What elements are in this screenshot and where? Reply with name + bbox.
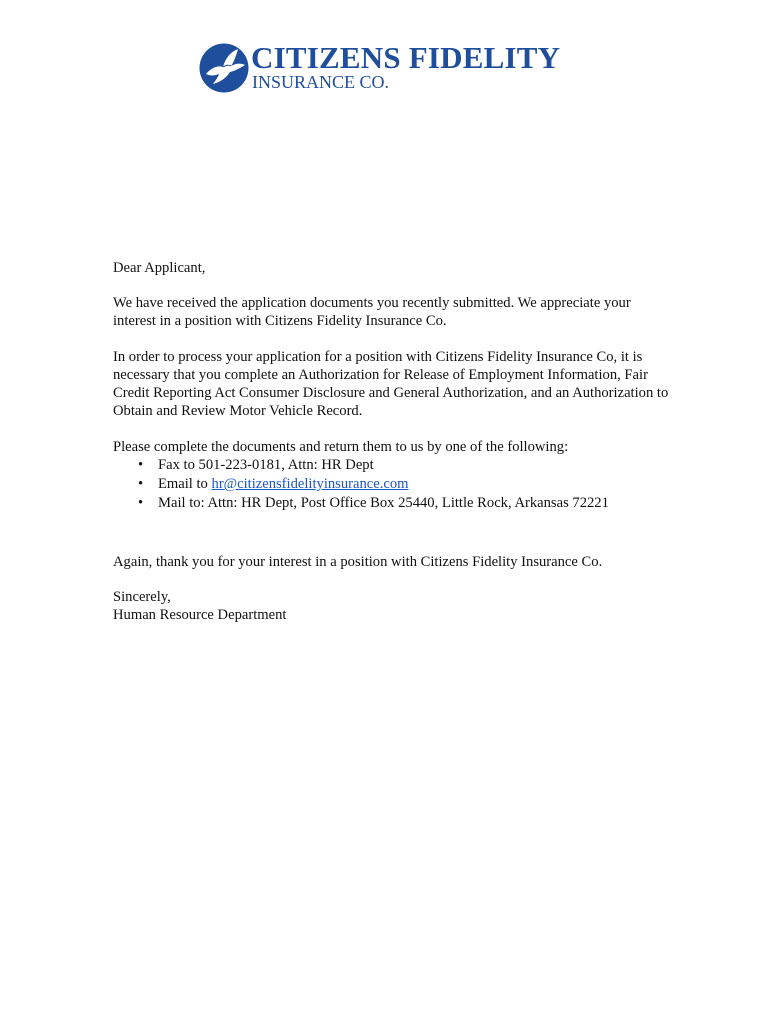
company-name: CITIZENS FIDELITY <box>251 40 561 75</box>
paragraph-authorization: In order to process your application for a position with Citizens Fidelity Insurance Co, it is necessary that you complete an Authorization for Release of Employment Information, Fair Credit Reporting Act Consumer Disclosure and General Authorization, and an Authorization to Obtain and Review Motor Vehicle Record. <box>113 349 669 419</box>
email-link[interactable]: hr@citizensfidelityinsurance.com <box>211 476 409 492</box>
instructions: Please complete the documents and return them to us by one of the following: <box>113 439 569 455</box>
email-prefix: Email to <box>158 476 212 492</box>
list-item <box>134 456 673 475</box>
salutation: Dear Applicant, <box>113 260 206 276</box>
closing: Sincerely, <box>113 589 171 605</box>
return-methods-list <box>113 456 673 513</box>
bullet-icon: • <box>138 457 144 473</box>
company-subtitle: INSURANCE CO. <box>252 72 390 92</box>
paragraph-received: We have received the application documents you recently submitted. We appreciate your interest in a position with Citizens Fidelity Insurance Co. <box>113 295 631 329</box>
dove-icon <box>199 41 249 95</box>
bullet-icon: • <box>138 495 144 511</box>
thanks-paragraph: Again, thank you for your interest in a position with Citizens Fidelity Insurance Co. <box>113 554 603 570</box>
company-logo <box>199 40 589 96</box>
bullet-icon: • <box>138 476 144 492</box>
mail-text: Mail to: Attn: HR Dept, Post Office Box 25440, Little Rock, Arkansas 72221 <box>158 495 609 511</box>
fax-text: Fax to 501-223-0181, Attn: HR Dept <box>158 457 374 473</box>
list-item <box>134 494 673 513</box>
list-item <box>134 475 673 494</box>
letter-body <box>113 259 673 624</box>
signature: Human Resource Department <box>113 607 287 623</box>
